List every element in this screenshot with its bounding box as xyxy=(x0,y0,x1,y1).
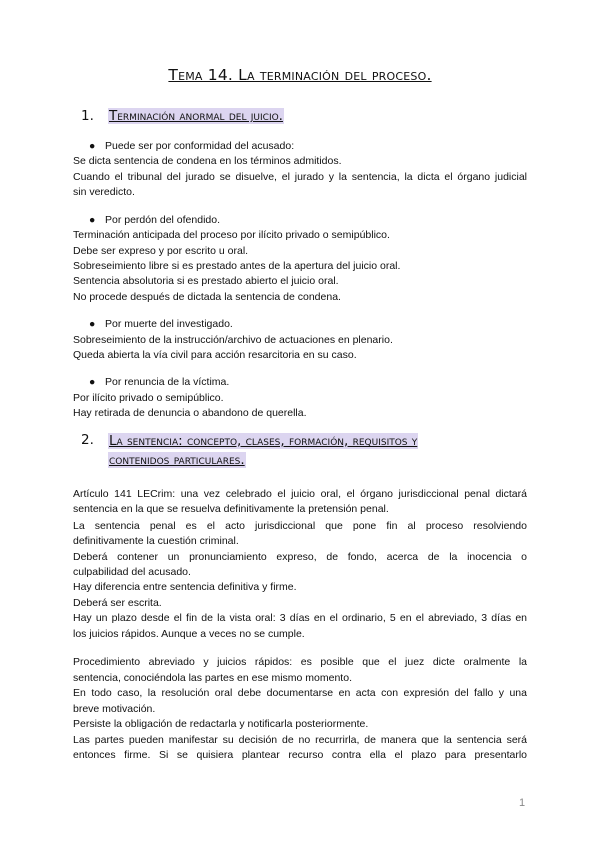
body-line: Hay un plazo desde el fin de la vista oral: 3 días en el ordinario, 5 en el abreviado, 3 días en xyxy=(73,612,527,624)
body-line: La sentencia penal es el acto jurisdiccional que pone fin al proceso resolviendo xyxy=(73,520,527,532)
bullet-dot-icon: ● xyxy=(89,318,96,330)
bullet-dot-icon: ● xyxy=(89,214,96,226)
body-line: No procede después de dictada la sentencia de condena. xyxy=(73,291,341,303)
bullet-item: ● Puede ser por conformidad del acusado: xyxy=(89,140,295,152)
body-line: definitivamente la cuestión criminal. xyxy=(73,535,239,547)
body-line: sentencia, conociéndola las partes en ese mismo momento. xyxy=(73,672,352,684)
section-2-title-line-2: contenidos particulares. xyxy=(109,452,245,468)
page-number: 1 xyxy=(519,797,526,809)
body-line: Deberá ser escrita. xyxy=(73,597,162,609)
body-line: Deberá contener un pronunciamiento expreso, de fondo, acerca de la inocencia o xyxy=(73,551,527,563)
body-line: Procedimiento abreviado y juicios rápidos: es posible que el juez dicte oralmente la xyxy=(73,656,527,668)
section-1-title: Terminación anormal del juicio. xyxy=(109,108,283,124)
bullet-item: ● Por perdón del ofendido. xyxy=(89,214,221,226)
body-line: En todo caso, la resolución oral debe documentarse en acta con expresión del fallo y una xyxy=(73,687,527,699)
body-line: Las partes pueden manifestar su decisión de no recurrirla, de manera que la sentencia será xyxy=(73,734,527,746)
body-line: culpabilidad del acusado. xyxy=(73,566,191,578)
body-line: Cuando el tribunal del jurado se disuelve, el jurado y la sentencia, la dicta el órgano judicial xyxy=(73,171,527,183)
body-line: Por ilícito privado o semipúblico. xyxy=(73,392,224,404)
section-2-number: 2. xyxy=(81,432,94,448)
body-line: Debe ser expreso y por escrito u oral. xyxy=(73,245,249,257)
section-1-number: 1. xyxy=(81,108,94,124)
bullet-item: ● Por muerte del investigado. xyxy=(89,318,233,330)
body-line: breve motivación. xyxy=(73,703,156,715)
body-line: entonces firme. Si se quisiera plantear recurso contra ella el plazo para presentarlo xyxy=(73,749,527,761)
body-line: los juicios rápidos. Aunque a veces no se cumple. xyxy=(73,628,305,640)
body-line: Persiste la obligación de redactarla y notificarla posteriormente. xyxy=(73,718,369,730)
bullet-dot-icon: ● xyxy=(89,376,96,388)
bullet-dot-icon: ● xyxy=(89,140,96,152)
body-line: sentencia en la que se resuelva definitivamente la pretensión penal. xyxy=(73,503,389,515)
body-line: Artículo 141 LECrim: una vez celebrado el juicio oral, el órgano jurisdiccional penal dictará xyxy=(73,488,527,500)
body-line: Se dicta sentencia de condena en los términos admitidos. xyxy=(73,155,342,167)
body-line: sin veredicto. xyxy=(73,186,135,198)
body-line: Hay diferencia entre sentencia definitiva y firme. xyxy=(73,581,297,593)
section-2-title-line-1: La sentencia: concepto, clases, formación, requisitos y xyxy=(109,433,418,449)
bullet-item: ● Por renuncia de la víctima. xyxy=(89,376,230,388)
body-line: Queda abierta la vía civil para acción resarcitoria en su caso. xyxy=(73,349,357,361)
body-line: Hay retirada de denuncia o abandono de querella. xyxy=(73,407,307,419)
body-line: Sentencia absolutoria si es prestado abierto el juicio oral. xyxy=(73,275,339,287)
body-line: Sobreseimiento libre si es prestado antes de la apertura del juicio oral. xyxy=(73,260,401,272)
body-line: Terminación anticipada del proceso por ilícito privado o semipúblico. xyxy=(73,229,390,241)
page-title: Tema 14. La terminación del proceso. xyxy=(168,66,432,84)
body-line: Sobreseimiento de la instrucción/archivo de actuaciones en plenario. xyxy=(73,334,393,346)
